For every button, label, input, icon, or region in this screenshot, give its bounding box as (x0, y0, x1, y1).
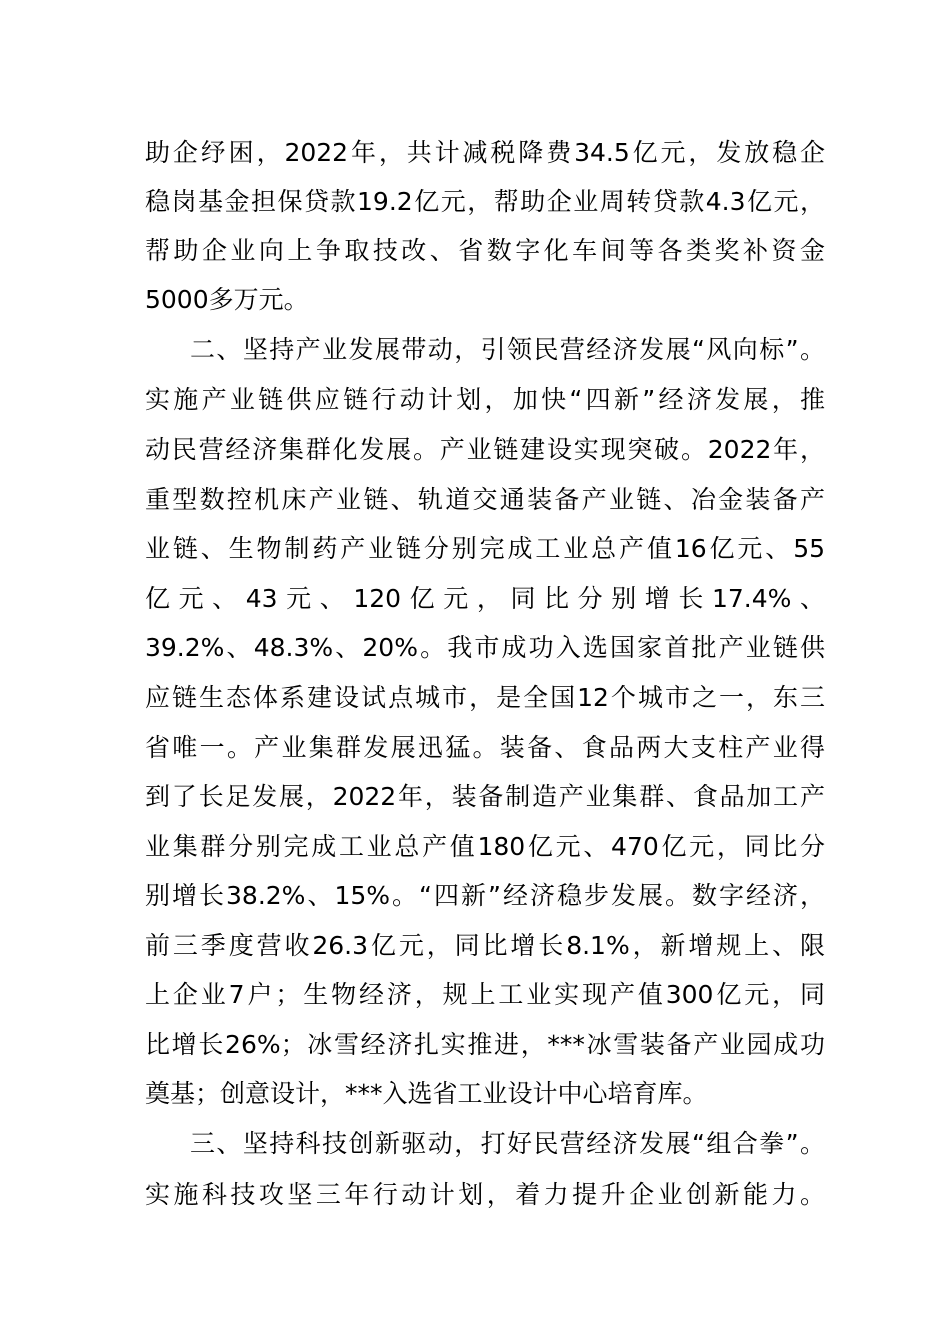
text-line-13: 省唯一。产业集群发展迅猛。装备、食品两大支柱产业得 (145, 733, 825, 762)
text-line-16: 别增长38.2%、15%。“四新”经济稳步发展。数字经济， (145, 881, 825, 910)
text-line-6: 实施产业链供应链行动计划，加快“四新”经济发展，推 (145, 385, 825, 414)
text-line-19: 比增长26%；冰雪经济扎实推进，***冰雪装备产业园成功 (145, 1030, 825, 1059)
text-line-14: 到了长足发展，2022年，装备制造产业集群、食品加工产 (145, 782, 825, 811)
text-line-2: 稳岗基金担保贷款19.2亿元，帮助企业周转贷款4.3亿元， (145, 187, 825, 216)
text-line-20: 奠基；创意设计，***入选省工业设计中心培育库。 (145, 1079, 708, 1108)
text-line-1: 助企纾困，2022年，共计减税降费34.5亿元，发放稳企 (145, 138, 825, 167)
text-line-15: 业集群分别完成工业总产值180亿元、470亿元，同比分 (145, 832, 825, 861)
text-line-3: 帮助企业向上争取技改、省数字化车间等各类奖补资金 (145, 236, 825, 265)
text-line-9: 业链、生物制药产业链分别完成工业总产值16亿元、55 (145, 534, 825, 563)
text-line-12: 应链生态体系建设试点城市，是全国12个城市之一，东三 (145, 683, 825, 712)
section-heading-3: 三、坚持科技创新驱动，打好民营经济发展“组合拳”。 (190, 1129, 825, 1158)
text-line-10: 亿元、43元、120亿元，同比分别增长17.4%、 (145, 584, 825, 613)
text-line-17: 前三季度营收26.3亿元，同比增长8.1%，新增规上、限 (145, 931, 825, 960)
text-line-4: 5000多万元。 (145, 285, 309, 314)
text-line-11: 39.2%、48.3%、20%。我市成功入选国家首批产业链供 (145, 633, 825, 662)
text-line-7: 动民营经济集群化发展。产业链建设实现突破。2022年， (145, 435, 825, 464)
text-line-22: 实施科技攻坚三年行动计划，着力提升企业创新能力。 (145, 1180, 825, 1209)
text-line-18: 上企业7户；生物经济，规上工业实现产值300亿元，同 (145, 980, 825, 1009)
text-line-8: 重型数控机床产业链、轨道交通装备产业链、冶金装备产 (145, 485, 825, 514)
section-heading-2: 二、坚持产业发展带动，引领民营经济发展“风向标”。 (190, 335, 825, 364)
